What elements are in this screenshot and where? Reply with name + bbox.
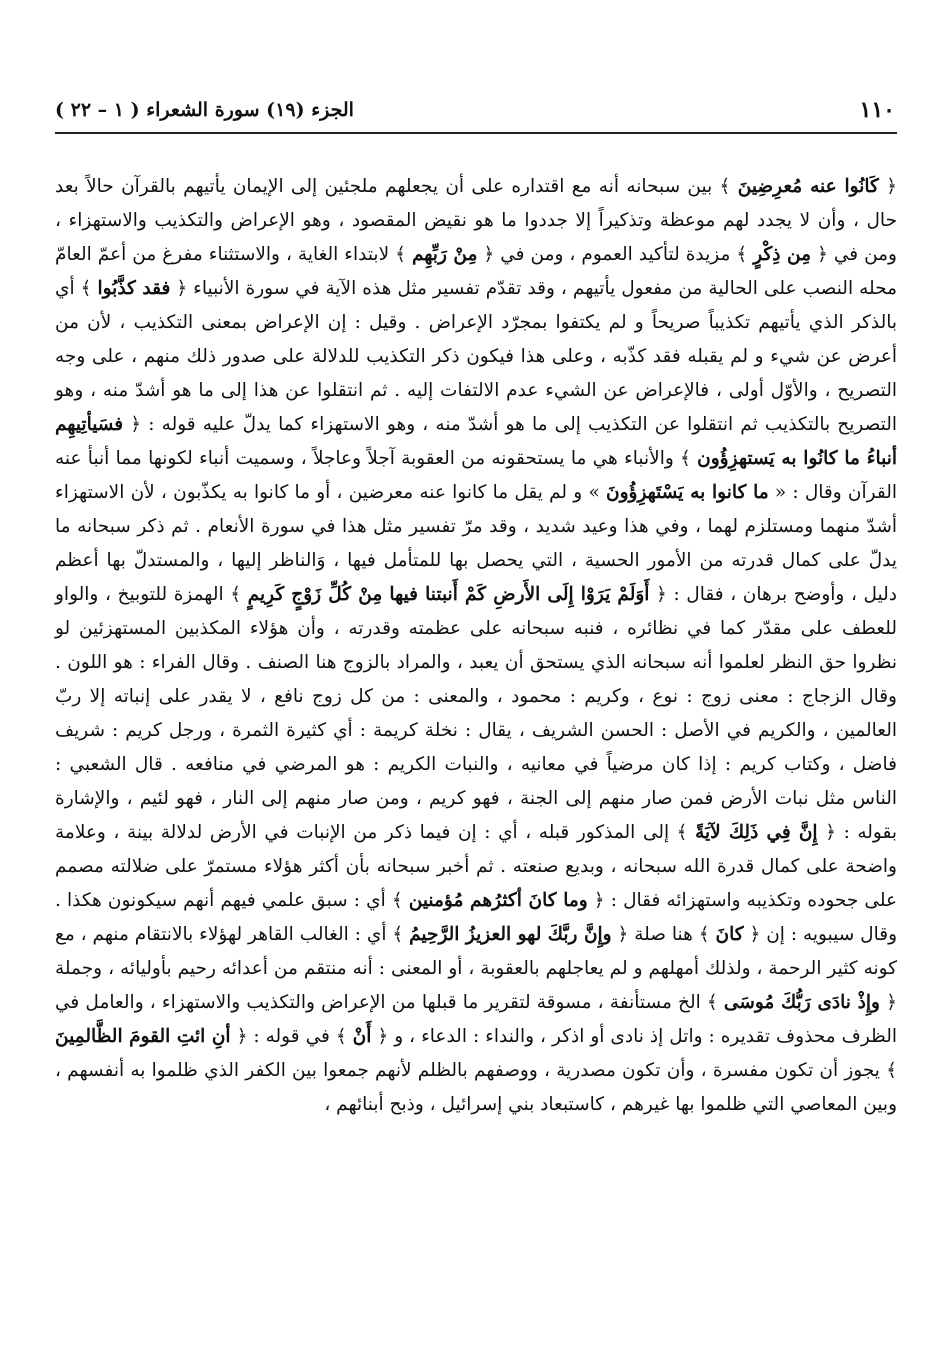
commentary-text: ﴾ يجوز أن تكون مفسرة ، وأن تكون مصدرية ، ووصفهم بالظلم لأنهم جمعوا بين الكفر الذي ظلموا به أنفسهم ، وبين المعاصي التي ظلموا بها غيرهم ، كاستبعاد بني إسرائيل ، وذبح أبنائهم ، (55, 1060, 897, 1115)
commentary-text: ﴾ بين سبحانه أنه مع اقتداره على أن يجعلهم ملجئين إلى الإيمان يأتيهم بالقرآن حالاً بعد حال ، وأن لا يجدد لهم موعظة وتذكيراً إلا جددوا ما هو نقيض المقصود ، وهو الإعراض والتكذيب والاستهزاء ، ومن في ﴿ (55, 176, 897, 265)
quran-quote: فسَيأتِيهِم أنباءُ ما كانُوا به يَستهزِؤُون (55, 414, 898, 469)
commentary-text: ﴾ أي بالذكر الذي يأتيهم تكذيباً صريحاً و لم يكتفوا بمجرّد الإعراض . وقيل : إن الإعراض بمعنى التكذيب ، لأن من أعرض عن شيء و لم يقبله فقد كذّبه ، وعلى هذا فيكون ذكر التكذيب للدلالة على صدور ذلك منهم ، على وجه التصريح ، والأوّل أولى ، فالإعراض عن الشيء عدم الالتفات إليه . ثم انتقلوا عن هذا إلى ما هو أشدّ منه ، وهو التصريح بالتكذيب ثم انتقلوا عن التكذيب إلى ما هو أشدّ منه ، وهو الاستهزاء كما يدلّ عليه قوله : ﴿ (55, 278, 897, 435)
quran-quote: فقد كذَّبُوا (97, 278, 171, 299)
quran-quote: إِنَّ فِي ذَلِكَ لآيَةً (695, 822, 818, 843)
commentary-text: ﴿ (878, 176, 897, 197)
header-divider (55, 132, 897, 134)
commentary-text: ﴾ أي : سبق علمي فيهم أنهم سيكونون هكذا . وقال سيبويه : إن ﴿ (55, 890, 898, 945)
quran-quote: أَوَلَمْ يَرَوْا إِلَى الأَرضِ كَمْ أَنبتنا فيها مِنْ كُلِّ زَوْجٍ كَرِيمٍ (247, 584, 650, 605)
commentary-text: ﴾ هنا صلة ﴿ (611, 924, 716, 945)
running-title: الجزء (١٩) سورة الشعراء ( ١ – ٢٢ ) (55, 99, 354, 121)
commentary-text: ﴾ إلى المذكور قبله ، أي : إن فيما ذكر من الإنبات في الأرض لدلالة بينة ، وعلامة واضحة على كمال قدرة الله سبحانه ، وبديع صنعته . ثم أخبر سبحانه بأن أكثر هؤلاء مستمرّ على ضلالته مصمم على جحوده وتكذيبه واستهزائه فقال : ﴿ (55, 822, 897, 911)
page-number: ١١٠ (859, 97, 895, 123)
quran-quote: وما كانَ أكثرُهم مُؤمنين (408, 890, 588, 911)
commentary-text: » و لم يقل ما كانوا عنه معرضين ، أو ما كانوا به يكذّبون ، لأن الاستهزاء أشدّ منهما ومستلزم لهما ، وفي هذا وعيد شديد ، وقد مرّ تفسير مثل هذا في سورة الأنعام . ثم ذكر سبحانه ما يدلّ على كمال قدرته من الأمور الحسية ، التي يحصل بها للمتأمل فيها ، وَالناظر إليها ، والمستدلّ بها أعظم دليل ، وأوضح برهان ، فقال : ﴿ (55, 482, 898, 605)
quran-quote: أنِ ائتِ القومَ الظَّالمِينَ (55, 1026, 231, 1047)
quran-quote: مِنْ رَبِّهِم (411, 244, 478, 265)
commentary-text: ﴾ مزيدة لتأكيد العموم ، ومن في ﴿ (477, 244, 754, 265)
commentary-text: ﴾ والأنباء هي ما يستحقونه من العقوبة آجلاً وعاجلاً ، وسميت أنباء لكونها مما أنبأ عنه القرآن وقال : « (55, 448, 898, 503)
commentary-text: ﴾ في قوله : ﴿ (230, 1026, 353, 1047)
commentary-text: ﴾ أي : الغالب القاهر لهؤلاء بالانتقام منهم ، مع كونه كثير الرحمة ، ولذلك أمهلهم و لم يعاجلهم بالعقوبة ، أو المعنى : أنه منتقم من أعدائه رحيم بأوليائه ، وجملة ﴿ (55, 924, 897, 1013)
quran-quote: كَانُوا عنه مُعرِضِينَ (737, 176, 879, 197)
page-header (55, 95, 895, 131)
body-text (55, 170, 897, 1122)
quran-quote: أَنْ (352, 1026, 372, 1047)
tafsir-paragraph (55, 170, 897, 1122)
commentary-text: ﴾ الخ مستأنفة ، مسوقة لتقرير ما قبلها من الإعراض والتكذيب والاستهزاء ، والعامل في الظرف محذوف تقديره : واتل إذ نادى أو اذكر ، والنداء : الدعاء ، و ﴿ (55, 992, 897, 1047)
commentary-text: ﴾ لابتداء الغاية ، والاستثناء مفرغ من أعمّ العامّ محله النصب على الحالية من مفعول يأتيهم ، وقد تقدّم تفسير مثل هذه الآية في سورة الأنبياء ﴿ (55, 244, 897, 299)
quran-quote: وإِذْ نادَى رَبُّكَ مُوسَى (723, 992, 880, 1013)
commentary-text: ﴾ الهمزة للتوبيخ ، والواو للعطف على مقدّر كما في نظائره ، فنبه سبحانه على عظمته وقدرته ، وأن هؤلاء المكذبين المستهزئين لو نظروا حق النظر لعلموا أنه سبحانه الذي يستحق أن يعبد ، والمراد بالزوج هنا الصنف . وقال الفراء : هو اللون . وقال الزجاج : معنى زوج : نوع ، وكريم : محمود ، والمعنى : من كل زوج نافع ، لا يقدر على إنباته إلا ربّ العالمين ، والكريم في الأصل : الحسن الشريف ، يقال : نخلة كريمة : أي كثيرة الثمرة ، ورجل كريم : شريف فاضل ، وكتاب كريم : إذا كان مرضياً في معانيه ، والنبات الكريم : هو المرضي في منافعه . قال الشعبي : الناس مثل نبات الأرض فمن صار منهم إلى الجنة ، فهو كريم ، ومن صار منهم إلى النار ، فهو لئيم ، والإشارة بقوله : ﴿ (55, 584, 897, 843)
quran-quote: وإِنَّ ربَّكَ لهو العزيزُ الرَّحِيمُ (409, 924, 612, 945)
quran-quote: ما كانوا به يَسْتَهزِؤُونَ (605, 482, 769, 503)
quran-quote: كانَ (715, 924, 744, 945)
quran-quote: مِن ذِكْرٍ (753, 244, 811, 265)
